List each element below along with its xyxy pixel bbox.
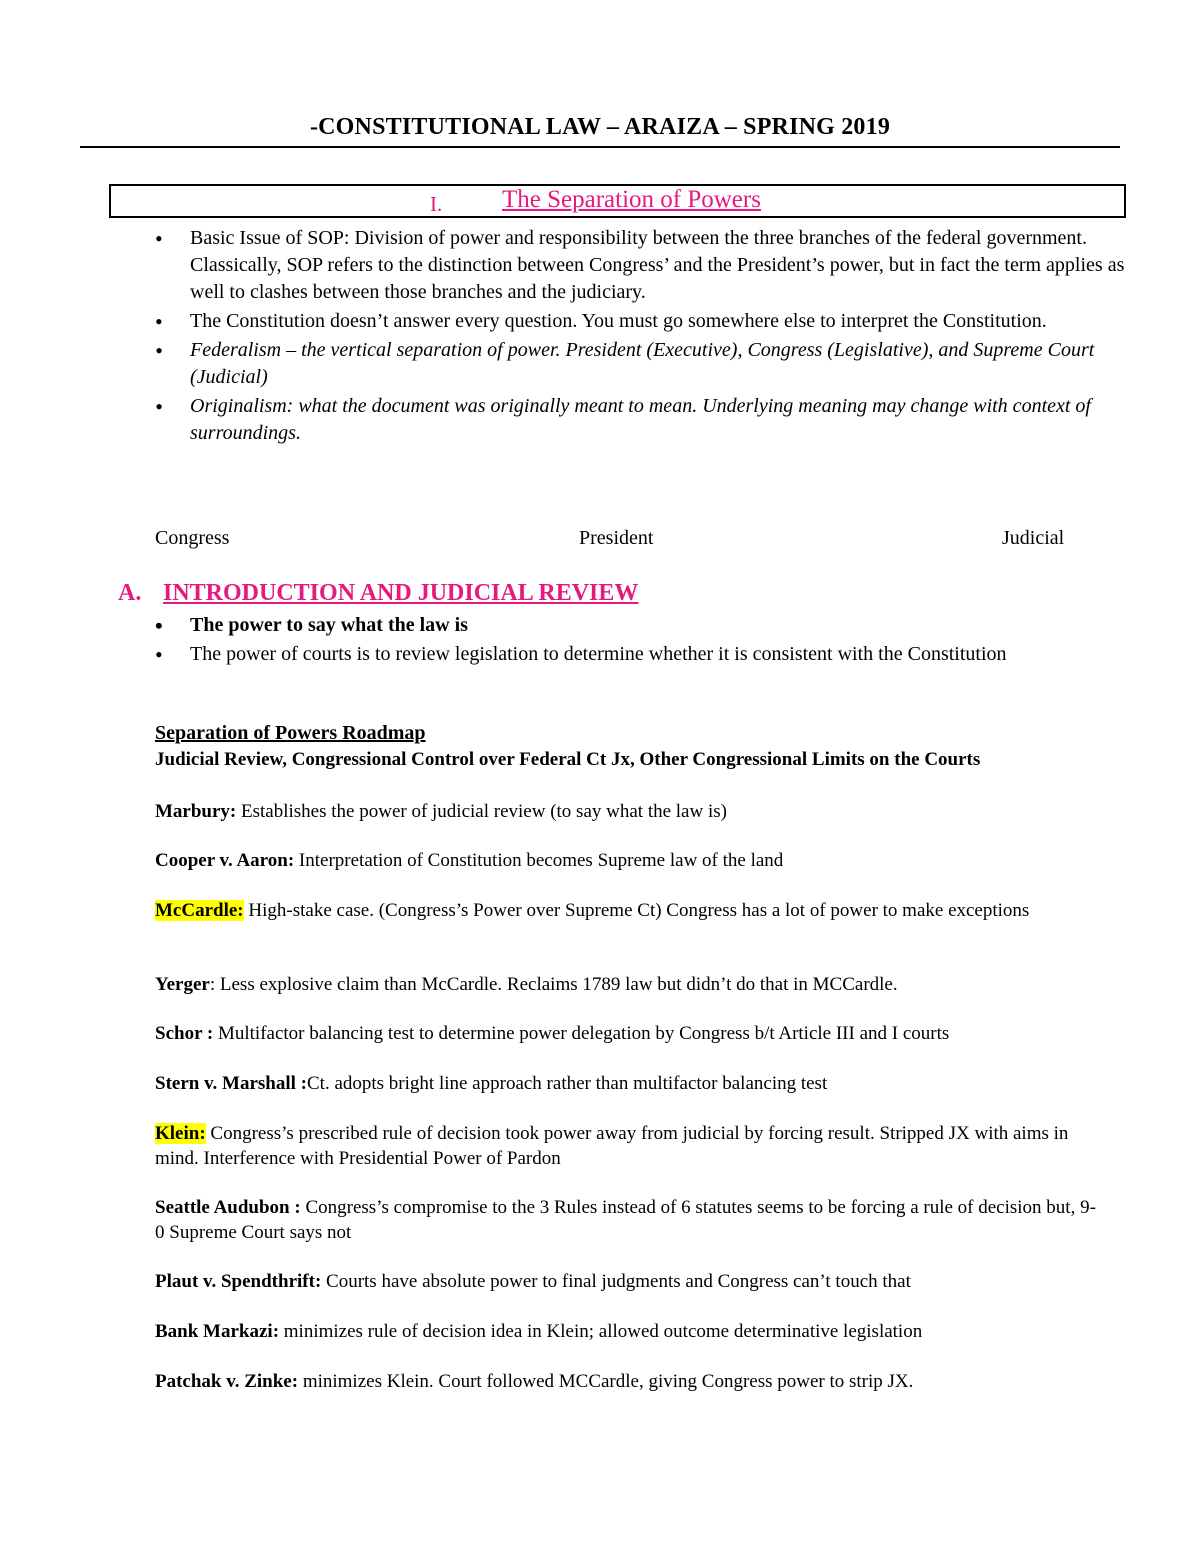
case-summary: Congress’s compromise to the 3 Rules instead of 6 statutes seems to be forcing a rule of decision but, 9-0 Supreme Court says not xyxy=(155,1197,1096,1243)
list-item: • The power of courts is to review legislation to determine whether it is consistent with the Constitution xyxy=(155,641,1125,668)
list-item: • Basic Issue of SOP: Division of power and responsibility between the three branches of the federal government. Classically, SOP refers to the distinction between Congress’ and the President’s power, but in fact the term applies as well to clashes between those branches and the judiciary. xyxy=(155,225,1125,306)
case-summary: : Less explosive claim than McCardle. Reclaims 1789 law but didn’t do that in MCCardle. xyxy=(209,974,898,995)
case-entry xyxy=(155,1071,1105,1096)
section-number: I. xyxy=(430,192,443,216)
list-item: • Federalism – the vertical separation of power. President (Executive), Congress (Legislative), and Supreme Court (Judicial) xyxy=(155,337,1125,391)
intro-bullet-list xyxy=(155,612,1125,668)
case-entry xyxy=(155,1121,1105,1171)
sop-bullet-list xyxy=(155,225,1125,447)
case-entry xyxy=(155,1021,1105,1046)
case-name: Cooper v. Aaron: xyxy=(155,850,295,871)
case-summary: Establishes the power of judicial review (to say what the law is) xyxy=(236,801,727,822)
case-entry xyxy=(155,1319,1105,1344)
title-underline xyxy=(80,146,1120,148)
list-item: • The Constitution doesn’t answer every question. You must go somewhere else to interpret the Constitution. xyxy=(155,308,1125,335)
section-title: The Separation of Powers xyxy=(502,186,761,213)
case-name: Marbury: xyxy=(155,801,237,822)
case-summary: Interpretation of Constitution becomes Supreme law of the land xyxy=(294,850,784,871)
case-entry xyxy=(155,1369,1105,1394)
subsection-title: INTRODUCTION AND JUDICIAL REVIEW xyxy=(163,580,639,606)
branch-president: President xyxy=(579,527,654,549)
case-name: Schor : xyxy=(155,1023,214,1044)
case-entry xyxy=(155,898,1105,923)
list-item: • The power to say what the law is xyxy=(155,612,1125,639)
case-summary: minimizes Klein. Court followed MCCardle, giving Congress power to strip JX. xyxy=(298,1371,914,1392)
case-name: Bank Markazi: xyxy=(155,1321,280,1342)
case-name: Patchak v. Zinke: xyxy=(155,1371,299,1392)
case-summary: Multifactor balancing test to determine power delegation by Congress b/t Article III and I courts xyxy=(213,1023,950,1044)
document-title: -CONSTITUTIONAL LAW – ARAIZA – SPRING 2019 xyxy=(309,114,891,140)
case-name: Klein: xyxy=(155,1123,206,1144)
roadmap-subtitle: Judicial Review, Congressional Control over Federal Ct Jx, Other Congressional Limits on the Courts xyxy=(155,749,981,770)
case-name: Seattle Audubon : xyxy=(155,1197,301,1218)
case-summary: Courts have absolute power to final judgments and Congress can’t touch that xyxy=(321,1271,911,1292)
roadmap-title: Separation of Powers Roadmap xyxy=(155,722,426,744)
case-name: Plaut v. Spendthrift: xyxy=(155,1271,322,1292)
branch-judicial: Judicial xyxy=(1002,527,1065,549)
branch-congress: Congress xyxy=(155,527,230,549)
case-summary: Ct. adopts bright line approach rather than multifactor balancing test xyxy=(307,1073,828,1094)
case-summary: minimizes rule of decision idea in Klein; allowed outcome determinative legislation xyxy=(279,1321,923,1342)
list-item: • Originalism: what the document was originally meant to mean. Underlying meaning may change with context of surroundings. xyxy=(155,393,1125,447)
case-summary: High-stake case. (Congress’s Power over Supreme Ct) Congress has a lot of power to make exceptions xyxy=(243,900,1030,921)
case-name: McCardle: xyxy=(155,900,244,921)
case-entry xyxy=(155,972,1105,997)
case-name: Yerger xyxy=(155,974,210,995)
case-entry xyxy=(155,1195,1105,1245)
case-summary: Congress’s prescribed rule of decision took power away from judicial by forcing result. Stripped JX with aims in mind. Interference with Presidential Power of Pardon xyxy=(155,1123,1069,1169)
case-entry xyxy=(155,799,1105,824)
case-name: Stern v. Marshall : xyxy=(155,1073,307,1094)
case-entry xyxy=(155,848,1105,873)
subsection-letter: A. xyxy=(118,580,142,606)
case-entry xyxy=(155,1269,1105,1294)
